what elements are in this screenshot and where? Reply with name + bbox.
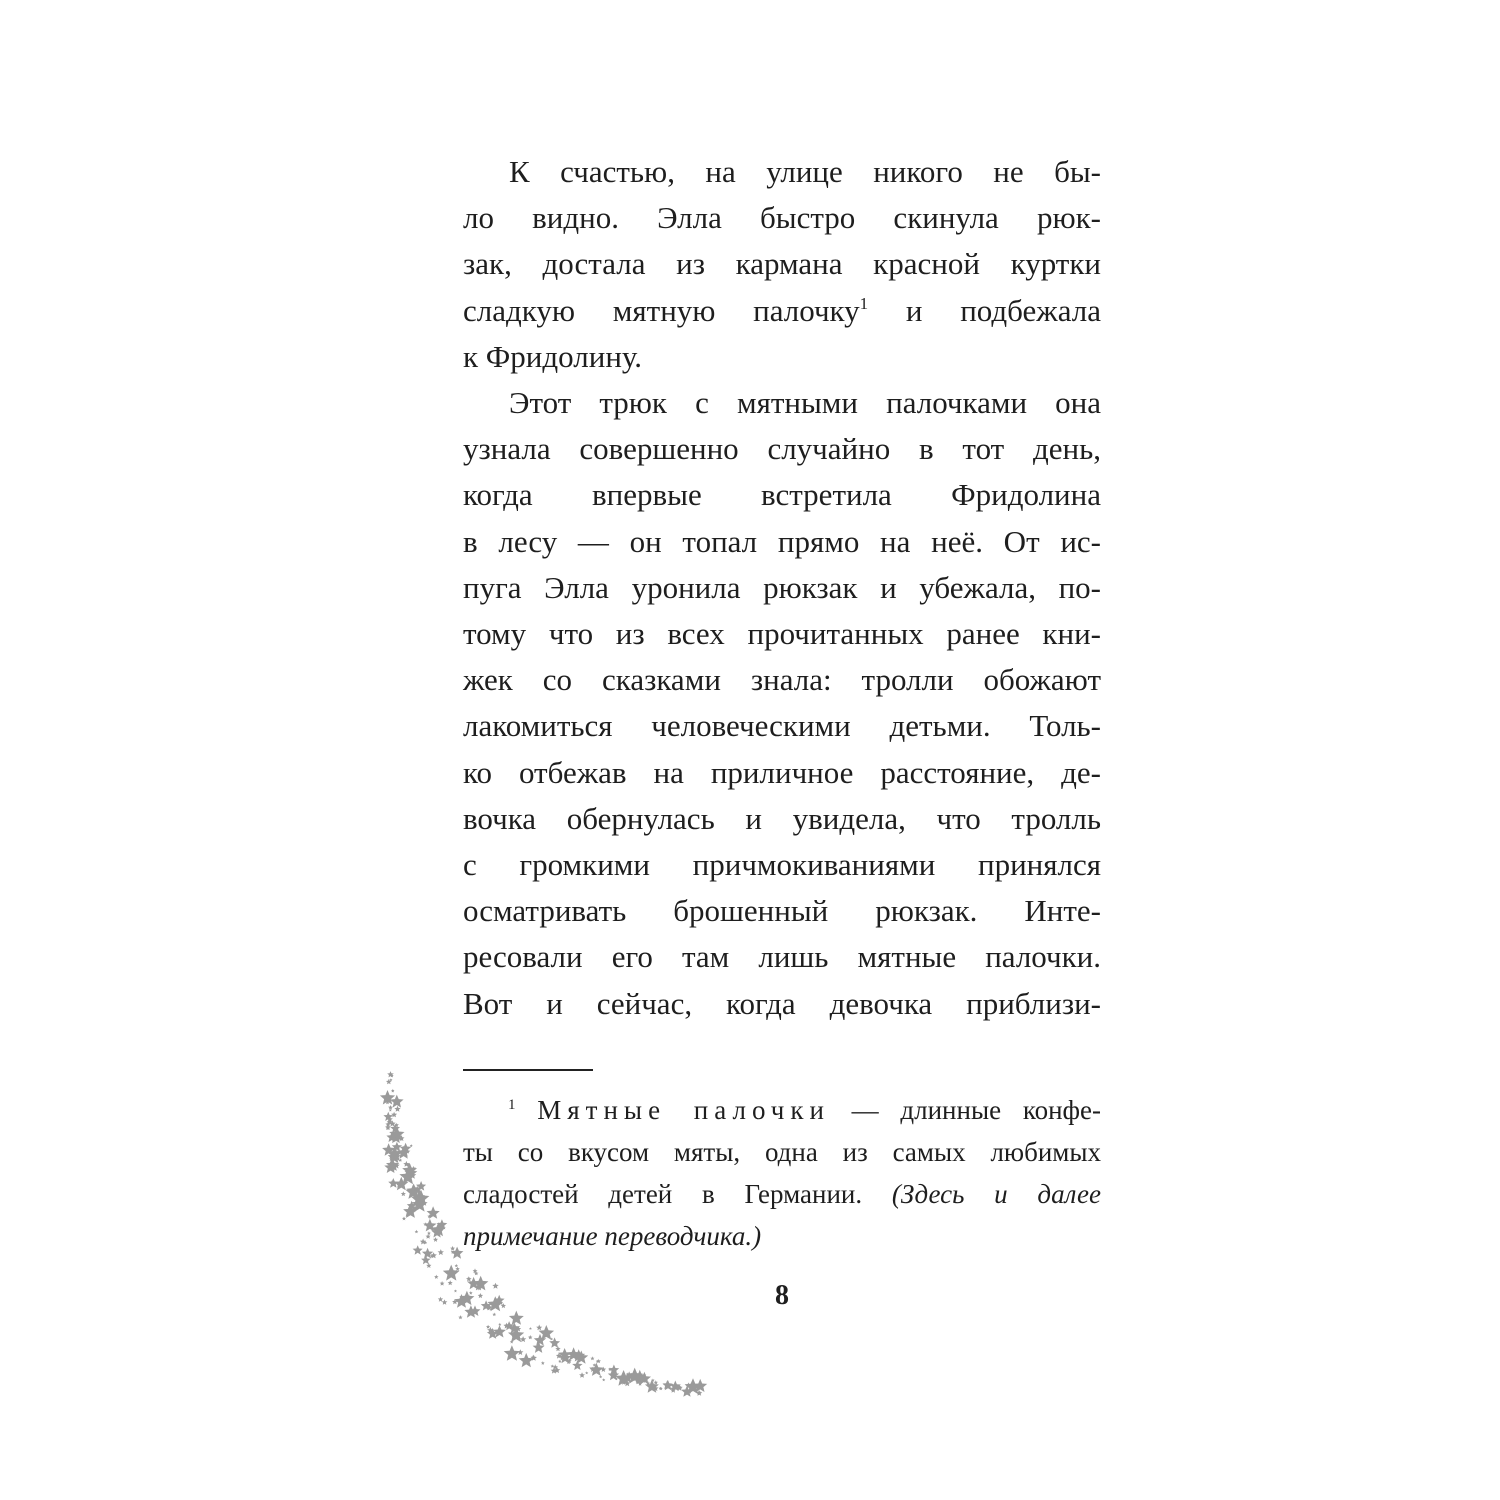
text-line: К счастью, на улице никого не бы-: [509, 154, 1101, 189]
star-icon: [541, 1361, 545, 1365]
text-line: ресовали его там лишь мятные палочки.: [463, 939, 1101, 975]
text-line: жек со сказками знала: тролли обожают: [463, 662, 1101, 698]
star-icon: [654, 1380, 658, 1384]
text-segment: и подбежала: [868, 292, 1101, 328]
star-icon: [434, 1275, 439, 1279]
star-icon: [492, 1313, 496, 1317]
text-segment: — длинные конфе-: [851, 1095, 1101, 1125]
star-icon: [403, 1204, 417, 1218]
star-icon: [389, 1078, 392, 1081]
star-icon: [415, 1230, 419, 1234]
text-line: зак, достала из кармана красной куртки: [463, 246, 1101, 282]
star-icon: [438, 1249, 444, 1255]
star-icon: [579, 1372, 585, 1378]
star-icon: [602, 1378, 605, 1381]
text-line: Вот и сейчас, когда девочка приблизи-: [463, 985, 1101, 1021]
star-icon: [498, 1323, 501, 1326]
star-icon: [391, 1112, 397, 1118]
star-icon: [442, 1299, 448, 1304]
text-line: к Фридолину.: [463, 338, 643, 374]
star-icon: [438, 1297, 443, 1302]
star-icon: [402, 1217, 406, 1221]
text-line: с громкими причмокиваниями принялся: [463, 847, 1101, 883]
star-icon: [585, 1371, 588, 1374]
footnote-marker: 1: [508, 1097, 516, 1113]
star-icon: [589, 1363, 603, 1376]
star-icon: [492, 1283, 498, 1289]
star-icon: [590, 1356, 594, 1360]
star-icon: [455, 1267, 459, 1271]
text-line: лакомиться человеческими детьми. Толь-: [463, 708, 1101, 744]
star-icon: [572, 1360, 582, 1370]
text-line: Этот трюк с мятными палочками она: [509, 385, 1101, 421]
text-line: [463, 288, 1101, 334]
text-line: пуга Элла уронила рюкзак и убежала, по-: [463, 569, 1101, 605]
text-line: узнала совершенно случайно в тот день,: [463, 431, 1101, 467]
star-icon: [536, 1325, 542, 1331]
star-icon: [450, 1246, 455, 1251]
star-icon: [433, 1237, 438, 1242]
star-icon: [410, 1144, 413, 1147]
text-line: ло видно. Элла быстро скинула рюк-: [463, 200, 1101, 236]
footnote-line: ты со вкусом мяты, одна из самых любимых: [463, 1137, 1101, 1167]
star-icon: [478, 1293, 483, 1298]
footnote-line: [463, 1173, 1101, 1215]
footnote-line: [463, 1089, 1101, 1131]
star-icon: [426, 1263, 431, 1268]
star-icon: [519, 1353, 534, 1367]
body-text: [463, 149, 1101, 1027]
star-icon: [454, 1289, 457, 1292]
text-line: в лесу — он топал прямо на неё. От ис-: [463, 523, 1101, 559]
star-icon: [401, 1191, 406, 1196]
footnote-ref[interactable]: 1: [859, 293, 869, 313]
star-icon: [388, 1105, 393, 1110]
page-number: 8: [775, 1280, 789, 1311]
text-segment: сладостей детей в Германии.: [463, 1179, 863, 1209]
star-icon: [440, 1281, 445, 1286]
text-line: ко отбежав на приличное расстояние, де-: [463, 754, 1101, 790]
text-segment: сладкую мятную палочку: [463, 292, 860, 328]
footnote: [463, 1089, 1101, 1257]
star-icon: [413, 1245, 423, 1255]
star-icon: [469, 1291, 473, 1295]
star-icon: [555, 1346, 560, 1351]
star-icon: [509, 1311, 524, 1325]
footnote-divider: [463, 1069, 593, 1071]
star-icon: [486, 1325, 490, 1329]
footnote-term: Мятные палочки: [537, 1095, 830, 1125]
star-icon: [504, 1345, 520, 1361]
text-line: осматривать брошенный рюкзак. Инте-: [463, 893, 1101, 929]
footnote-line: примечание переводчика.): [463, 1221, 762, 1251]
translator-note: (Здесь и далее: [891, 1179, 1101, 1209]
text-line: тому что из всех прочитанных ранее кни-: [463, 616, 1101, 652]
star-icon: [659, 1387, 663, 1390]
text-line: вочка обернулась и увидела, что тролль: [463, 800, 1101, 836]
star-icon: [529, 1327, 532, 1330]
star-icon: [427, 1231, 431, 1235]
star-icon: [458, 1315, 463, 1319]
star-icon: [473, 1268, 478, 1273]
star-icon: [528, 1335, 533, 1339]
star-icon: [448, 1280, 453, 1285]
text-line: когда впервые встретила Фридолина: [463, 477, 1101, 513]
